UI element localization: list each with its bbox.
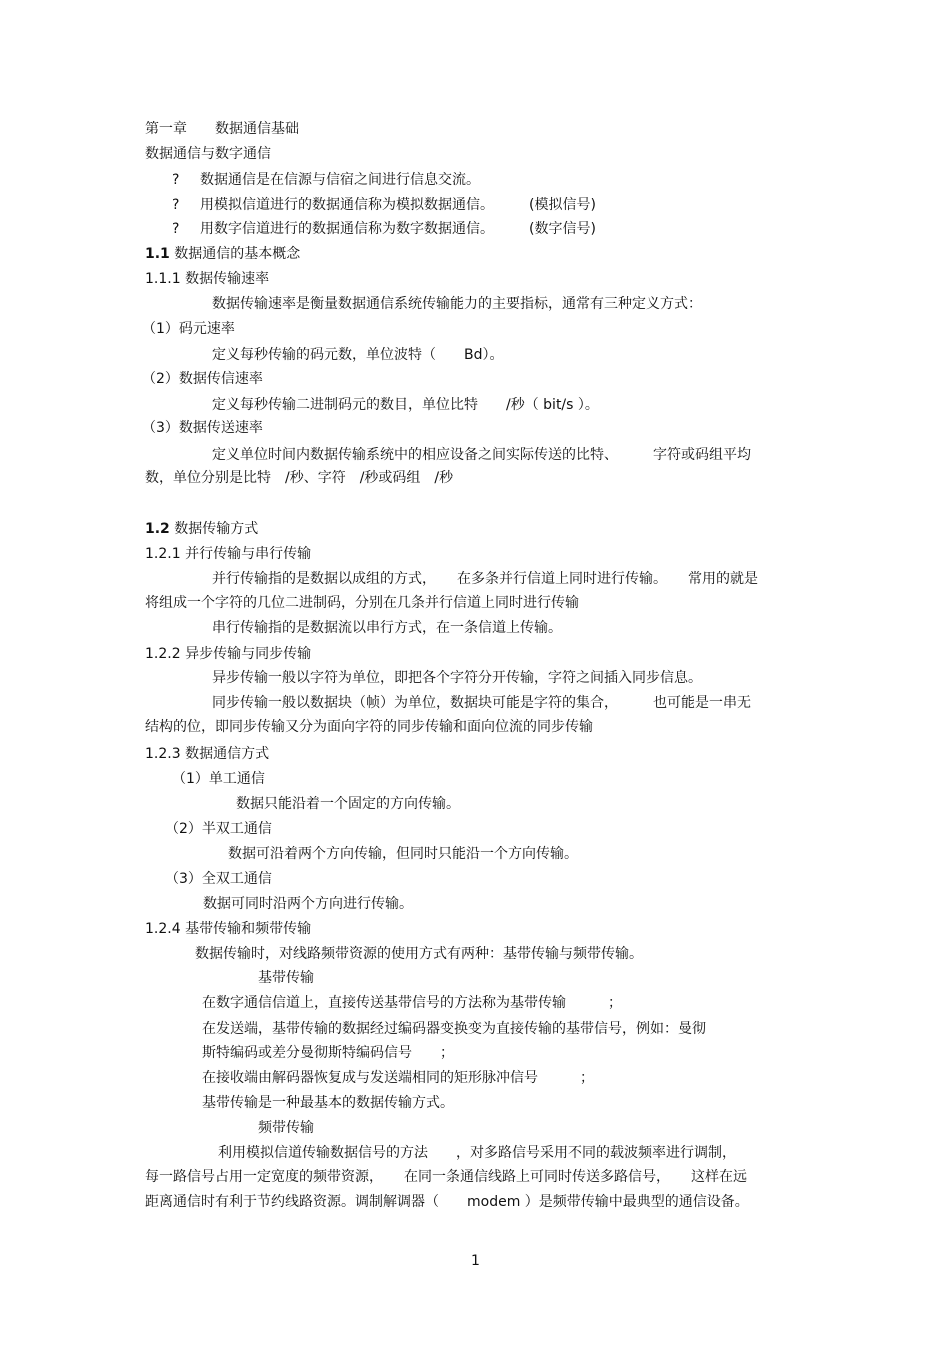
paragraph: 每一路信号占用一定宽度的频带资源， 在同一条通信线路上可同时传送多路信号， 这样在远 — [145, 1169, 747, 1185]
subheading: （2）半双工通信 — [165, 821, 272, 837]
paragraph: 利用模拟信道传输数据信号的方法 ，对多路信号采用不同的载波频率进行调制， — [218, 1145, 736, 1161]
bullet-mark: ? — [172, 197, 180, 213]
paragraph: 定义单位时间内数据传输系统中的相应设备之间实际传送的比特、 字符或码组平均 — [212, 447, 751, 463]
subheading: （3）全双工通信 — [165, 871, 272, 887]
subheading: （2）数据传信速率 — [142, 371, 263, 387]
paragraph: 同步传输一般以数据块（帧）为单位，数据块可能是字符的集合， 也可能是一串无 — [212, 695, 751, 711]
heading-text: 异步传输与同步传输 — [185, 646, 312, 662]
paragraph: 在发送端，基带传输的数据经过编码器变换变为直接传输的基带信号，例如：曼彻 — [202, 1021, 706, 1037]
heading-number: 1.2.1 — [145, 546, 181, 562]
section-title: 数据通信与数字通信 — [145, 146, 271, 162]
bullet-text: 用数字信道进行的数据通信称为数字数据通信。 (数字信号) — [200, 221, 596, 237]
paragraph: 在数字通信信道上，直接传送基带信号的方法称为基带传输 ； — [202, 995, 622, 1011]
paragraph: 斯特编码或差分曼彻斯特编码信号 ； — [202, 1045, 454, 1061]
heading-text: 数据传输速率 — [185, 271, 270, 287]
heading-number: 1.2.3 — [145, 746, 181, 762]
heading-1-2-1 — [145, 545, 311, 563]
paragraph: 并行传输指的是数据以成组的方式， 在多条并行信道上同时进行传输。 常用的就是 — [212, 571, 758, 587]
heading-1-2 — [145, 520, 258, 538]
bullet-text: 数据通信是在信源与信宿之间进行信息交流。 — [200, 172, 480, 188]
paragraph: 数据传输时，对线路频带资源的使用方式有两种：基带传输与频带传输。 — [195, 946, 643, 962]
paragraph: 异步传输一般以字符为单位，即把各个字符分开传输，字符之间插入同步信息。 — [212, 670, 702, 686]
paragraph: 数据只能沿着一个固定的方向传输。 — [236, 796, 460, 812]
paragraph: 定义每秒传输的码元数，单位波特（ Bd）。 — [212, 347, 504, 363]
heading-number: 1.1 — [145, 246, 170, 262]
heading-number: 1.2.4 — [145, 921, 181, 937]
heading-text: 并行传输与串行传输 — [185, 546, 312, 562]
paragraph: 数据传输速率是衡量数据通信系统传输能力的主要指标，通常有三种定义方式： — [212, 296, 702, 312]
heading-number: 1.2.2 — [145, 646, 181, 662]
heading-1-2-4 — [145, 920, 311, 938]
heading-text: 数据传输方式 — [174, 521, 259, 537]
heading-text: 数据通信的基本概念 — [174, 246, 301, 262]
bullet-mark: ? — [172, 221, 180, 237]
paragraph: 数据可沿着两个方向传输，但同时只能沿一个方向传输。 — [228, 846, 578, 862]
chapter-title: 第一章 数据通信基础 — [145, 121, 299, 137]
paragraph: 结构的位，即同步传输又分为面向字符的同步传输和面向位流的同步传输 — [145, 719, 593, 735]
heading-text: 基带传输和频带传输 — [185, 921, 312, 937]
heading-1-1-1 — [145, 270, 269, 288]
page-number: 1 — [471, 1253, 480, 1269]
subheading: 频带传输 — [258, 1120, 314, 1136]
bullet-text: 用模拟信道进行的数据通信称为模拟数据通信。 (模拟信号) — [200, 197, 596, 213]
heading-1-1 — [145, 245, 300, 263]
paragraph: 将组成一个字符的几位二进制码，分别在几条并行信道上同时进行传输 — [145, 595, 579, 611]
subheading: （3）数据传送速率 — [142, 420, 263, 436]
paragraph: 数据可同时沿两个方向进行传输。 — [203, 896, 413, 912]
heading-text: 数据通信方式 — [185, 746, 270, 762]
bullet-mark: ? — [172, 172, 180, 188]
heading-1-2-3 — [145, 745, 269, 763]
paragraph: 数，单位分别是比特 /秒、字符 /秒或码组 /秒 — [145, 470, 454, 486]
heading-1-2-2 — [145, 645, 311, 663]
paragraph: 串行传输指的是数据流以串行方式，在一条信道上传输。 — [212, 620, 562, 636]
paragraph: 定义每秒传输二进制码元的数目，单位比特 /秒（ bit/s ）。 — [212, 397, 599, 413]
heading-number: 1.2 — [145, 521, 170, 537]
paragraph: 基带传输是一种最基本的数据传输方式。 — [202, 1095, 454, 1111]
heading-number: 1.1.1 — [145, 271, 181, 287]
paragraph: 在接收端由解码器恢复成与发送端相同的矩形脉冲信号 ； — [202, 1070, 594, 1086]
subheading: （1）码元速率 — [142, 321, 235, 337]
subheading: （1）单工通信 — [172, 771, 265, 787]
paragraph: 距离通信时有利于节约线路资源。调制解调器（ modem ）是频带传输中最典型的通信设备。 — [145, 1194, 749, 1210]
subheading: 基带传输 — [258, 970, 314, 986]
